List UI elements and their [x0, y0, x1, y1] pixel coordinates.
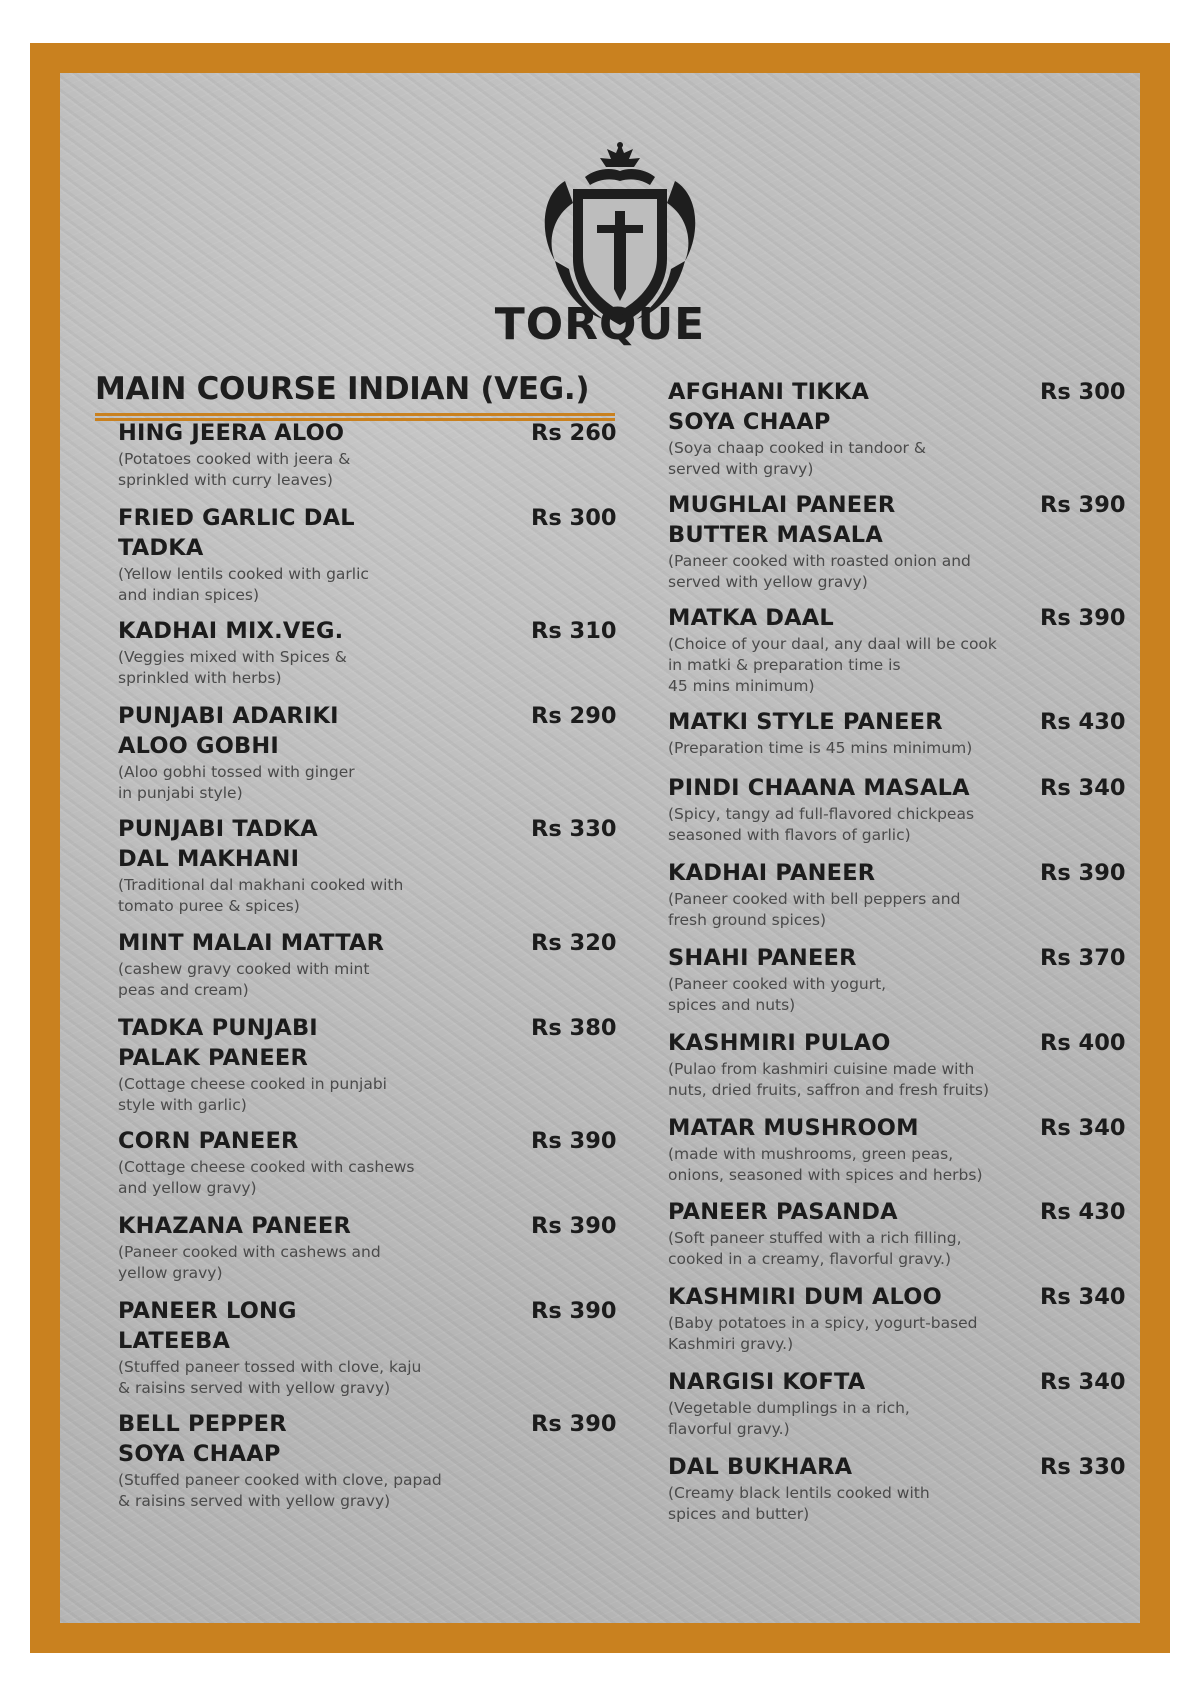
menu-item-description-line: (Aloo gobhi tossed with ginger [118, 763, 355, 781]
menu-item-price: Rs 390 [531, 1213, 617, 1239]
menu-item-name [118, 928, 538, 958]
menu-item-name [668, 603, 1068, 633]
menu-item-description-line: & raisins served with yellow gravy) [118, 1379, 391, 1397]
menu-item-description-line: 45 mins minimum) [668, 677, 815, 695]
menu-item-description-line: (Vegetable dumplings in a rich, [668, 1399, 910, 1417]
menu-item-description-line: (Paneer cooked with bell peppers and [668, 890, 961, 908]
menu-item-price: Rs 330 [1040, 1454, 1126, 1480]
menu-item-description-line: cooked in a creamy, flavorful gravy.) [668, 1250, 952, 1268]
menu-item-description [118, 1074, 538, 1116]
menu-item [668, 1452, 1126, 1525]
menu-item-description-line: in punjabi style) [118, 784, 243, 802]
menu-item-description [668, 551, 1068, 593]
menu-item-description-line: and yellow gravy) [118, 1179, 257, 1197]
menu-item-description [668, 438, 1068, 480]
menu-item-name-line: AFGHANI TIKKA [668, 379, 870, 405]
menu-item-name-line: BUTTER MASALA [668, 522, 883, 548]
menu-item [668, 943, 1126, 1016]
menu-item [118, 418, 617, 491]
menu-item-description [118, 564, 538, 606]
menu-item-name-line: PANEER PASANDA [668, 1199, 898, 1225]
menu-item-description [668, 634, 1068, 697]
menu-item [118, 1126, 617, 1199]
menu-item-name-line: PUNJABI ADARIKI [118, 703, 339, 729]
menu-item-price: Rs 430 [1040, 1199, 1126, 1225]
menu-item-price: Rs 430 [1040, 709, 1126, 735]
menu-item-description [668, 1483, 1068, 1525]
menu-item-description-line: (Soft paneer stuffed with a rich filling, [668, 1229, 962, 1247]
menu-item-description [118, 959, 538, 1001]
menu-item-name [668, 1282, 1068, 1312]
menu-item-description [118, 449, 538, 491]
menu-item-name-line: KHAZANA PANEER [118, 1213, 352, 1239]
menu-item [668, 377, 1126, 480]
brand-name: TORQUE [494, 299, 706, 350]
menu-item-name-line: PUNJABI TADKA [118, 816, 318, 842]
menu-item-name-line: MATAR MUSHROOM [668, 1115, 919, 1141]
menu-border-frame [30, 43, 1170, 1653]
menu-item-name-line: HING JEERA ALOO [118, 420, 345, 446]
menu-item-name [668, 773, 1068, 803]
menu-item-description [118, 647, 538, 689]
menu-item-name [668, 1028, 1068, 1058]
menu-item-price: Rs 300 [531, 505, 617, 531]
menu-item-name-line: ALOO GOBHI [118, 733, 279, 759]
menu-item-description-line: and indian spices) [118, 586, 260, 604]
menu-item-name-line: MATKI STYLE PANEER [668, 709, 943, 735]
menu-item [118, 503, 617, 606]
menu-item-description-line: (Spicy, tangy ad full-flavored chickpeas [668, 805, 975, 823]
menu-item-name-line: DAL BUKHARA [668, 1454, 853, 1480]
menu-item-description-line: (made with mushrooms, green peas, [668, 1145, 954, 1163]
menu-item-description-line: (Paneer cooked with yogurt, [668, 975, 887, 993]
menu-item-name-line: KASHMIRI DUM ALOO [668, 1284, 942, 1310]
menu-item-description [118, 1157, 538, 1199]
menu-item-name [118, 1126, 538, 1156]
menu-item-price: Rs 390 [531, 1411, 617, 1437]
menu-item [668, 1113, 1126, 1186]
menu-item-name [118, 1409, 538, 1469]
menu-item-name-line: FRIED GARLIC DAL [118, 505, 355, 531]
menu-item [118, 814, 617, 917]
menu-item-description-line: (Pulao from kashmiri cuisine made with [668, 1060, 975, 1078]
menu-item-description [118, 875, 538, 917]
menu-item-name-line: LATEEBA [118, 1328, 231, 1354]
menu-item-name-line: DAL MAKHANI [118, 846, 300, 872]
menu-item-name [118, 616, 538, 646]
menu-item-description-line: (Yellow lentils cooked with garlic [118, 565, 369, 583]
menu-item-name [668, 377, 1068, 437]
menu-item-description-line: sprinkled with curry leaves) [118, 471, 333, 489]
menu-item-description-line: (Preparation time is 45 mins minimum) [668, 739, 973, 757]
menu-item-description [118, 762, 538, 804]
menu-item-description [118, 1357, 538, 1399]
menu-item-price: Rs 340 [1040, 1115, 1126, 1141]
menu-item-description-line: seasoned with flavors of garlic) [668, 826, 911, 844]
menu-item-name-line: SOYA CHAAP [668, 409, 831, 435]
menu-item-name-line: KASHMIRI PULAO [668, 1030, 891, 1056]
menu-item-name-line: SHAHI PANEER [668, 945, 857, 971]
menu-item-name-line: PANEER LONG [118, 1298, 297, 1324]
menu-item-description-line: (Cottage cheese cooked in punjabi [118, 1075, 387, 1093]
menu-item-description [668, 889, 1068, 931]
menu-item-price: Rs 390 [531, 1298, 617, 1324]
menu-item-name-line: KADHAI PANEER [668, 860, 876, 886]
menu-item-description [668, 738, 1068, 759]
menu-item-price: Rs 340 [1040, 1284, 1126, 1310]
menu-item-description-line: in matki & preparation time is [668, 656, 901, 674]
menu-item-description [668, 804, 1068, 846]
menu-item-name-line: PALAK PANEER [118, 1045, 308, 1071]
menu-item-name [668, 1113, 1068, 1143]
menu-item-name [118, 701, 538, 761]
menu-item-price: Rs 300 [1040, 379, 1126, 405]
menu-item [668, 1282, 1126, 1355]
menu-item-description-line: spices and nuts) [668, 996, 796, 1014]
menu-item-name-line: NARGISI KOFTA [668, 1369, 866, 1395]
menu-item-description-line: served with gravy) [668, 460, 814, 478]
menu-item-name [668, 1367, 1068, 1397]
menu-item-name [118, 1211, 538, 1241]
menu-item-name [118, 1296, 538, 1356]
menu-item-name-line: MINT MALAI MATTAR [118, 930, 385, 956]
menu-item-price: Rs 390 [1040, 492, 1126, 518]
menu-item-description-line: (Veggies mixed with Spices & [118, 648, 347, 666]
menu-item-description [118, 1242, 538, 1284]
menu-item-price: Rs 330 [531, 816, 617, 842]
menu-item [668, 1197, 1126, 1270]
menu-item-description-line: tomato puree & spices) [118, 897, 300, 915]
menu-item-name [118, 503, 538, 563]
menu-item-description-line: (Stuffed paneer cooked with clove, papad [118, 1471, 442, 1489]
menu-item-description [668, 1398, 1068, 1440]
menu-item-description-line: (Choice of your daal, any daal will be cook [668, 635, 997, 653]
menu-item-price: Rs 340 [1040, 775, 1126, 801]
menu-item-name-line: PINDI CHAANA MASALA [668, 775, 970, 801]
menu-item-name [668, 858, 1068, 888]
menu-item-name [668, 1452, 1068, 1482]
menu-item-description [118, 1470, 538, 1512]
menu-item [118, 701, 617, 804]
menu-page [60, 73, 1140, 1623]
menu-item-name [668, 1197, 1068, 1227]
menu-item-price: Rs 390 [1040, 605, 1126, 631]
menu-item [118, 1211, 617, 1284]
menu-item-name [668, 707, 1068, 737]
menu-item-name-line: SOYA CHAAP [118, 1441, 281, 1467]
menu-item-price: Rs 310 [531, 618, 617, 644]
menu-item-description [668, 1313, 1068, 1355]
menu-item-price: Rs 380 [531, 1015, 617, 1041]
menu-item [668, 1028, 1126, 1101]
menu-item-price: Rs 290 [531, 703, 617, 729]
menu-item-description-line: nuts, dried fruits, saffron and fresh fruits) [668, 1081, 990, 1099]
menu-item-price: Rs 340 [1040, 1369, 1126, 1395]
menu-item-name-line: KADHAI MIX.VEG. [118, 618, 344, 644]
menu-item-description-line: style with garlic) [118, 1096, 247, 1114]
menu-item [118, 928, 617, 1001]
menu-item-description-line: peas and cream) [118, 981, 249, 999]
menu-item [668, 773, 1126, 846]
menu-item-description-line: fresh ground spices) [668, 911, 827, 929]
menu-item-name-line: CORN PANEER [118, 1128, 299, 1154]
menu-item-description-line: (Soya chaap cooked in tandoor & [668, 439, 926, 457]
menu-item-description-line: (Baby potatoes in a spicy, yogurt-based [668, 1314, 978, 1332]
menu-item-description-line: & raisins served with yellow gravy) [118, 1492, 391, 1510]
menu-item [668, 707, 1126, 759]
menu-item-description-line: (Cottage cheese cooked with cashews [118, 1158, 415, 1176]
menu-item [118, 1409, 617, 1512]
menu-item [118, 1296, 617, 1399]
menu-item-description-line: (cashew gravy cooked with mint [118, 960, 370, 978]
menu-item-description [668, 974, 1068, 1016]
menu-item-price: Rs 390 [1040, 860, 1126, 886]
menu-item-description [668, 1144, 1068, 1186]
menu-item-name [668, 490, 1068, 550]
menu-item [668, 1367, 1126, 1440]
menu-item-price: Rs 400 [1040, 1030, 1126, 1056]
menu-item-description-line: Kashmiri gravy.) [668, 1335, 794, 1353]
menu-item-price: Rs 370 [1040, 945, 1126, 971]
menu-item [118, 616, 617, 689]
menu-item-description-line: onions, seasoned with spices and herbs) [668, 1166, 983, 1184]
menu-item-description [668, 1228, 1068, 1270]
menu-item-description-line: flavorful gravy.) [668, 1420, 790, 1438]
menu-item-name [118, 418, 538, 448]
menu-item-description-line: (Potatoes cooked with jeera & [118, 450, 351, 468]
menu-item-description-line: (Creamy black lentils cooked with [668, 1484, 930, 1502]
menu-item-name [668, 943, 1068, 973]
menu-item-description-line: (Paneer cooked with roasted onion and [668, 552, 971, 570]
menu-item-name [118, 1013, 538, 1073]
menu-item-name-line: TADKA PUNJABI [118, 1015, 318, 1041]
section-title: MAIN COURSE INDIAN (VEG.) [95, 371, 590, 407]
menu-item-name-line: BELL PEPPER [118, 1411, 287, 1437]
menu-item [118, 1013, 617, 1116]
menu-item-description-line: yellow gravy) [118, 1264, 223, 1282]
menu-item-description-line: (Paneer cooked with cashews and [118, 1243, 381, 1261]
menu-item-name [118, 814, 538, 874]
menu-item-name-line: MUGHLAI PANEER [668, 492, 896, 518]
menu-item-description-line: sprinkled with herbs) [118, 669, 282, 687]
menu-item-price: Rs 390 [531, 1128, 617, 1154]
menu-item-price: Rs 320 [531, 930, 617, 956]
menu-item [668, 858, 1126, 931]
menu-item-description-line: served with yellow gravy) [668, 573, 868, 591]
menu-item-description-line: (Traditional dal makhani cooked with [118, 876, 404, 894]
menu-item-description-line: (Stuffed paneer tossed with clove, kaju [118, 1358, 422, 1376]
menu-item [668, 603, 1126, 697]
menu-item-name-line: TADKA [118, 535, 204, 561]
menu-item-description-line: spices and butter) [668, 1505, 810, 1523]
menu-item [668, 490, 1126, 593]
menu-item-description [668, 1059, 1068, 1101]
menu-item-price: Rs 260 [531, 420, 617, 446]
menu-item-name-line: MATKA DAAL [668, 605, 834, 631]
